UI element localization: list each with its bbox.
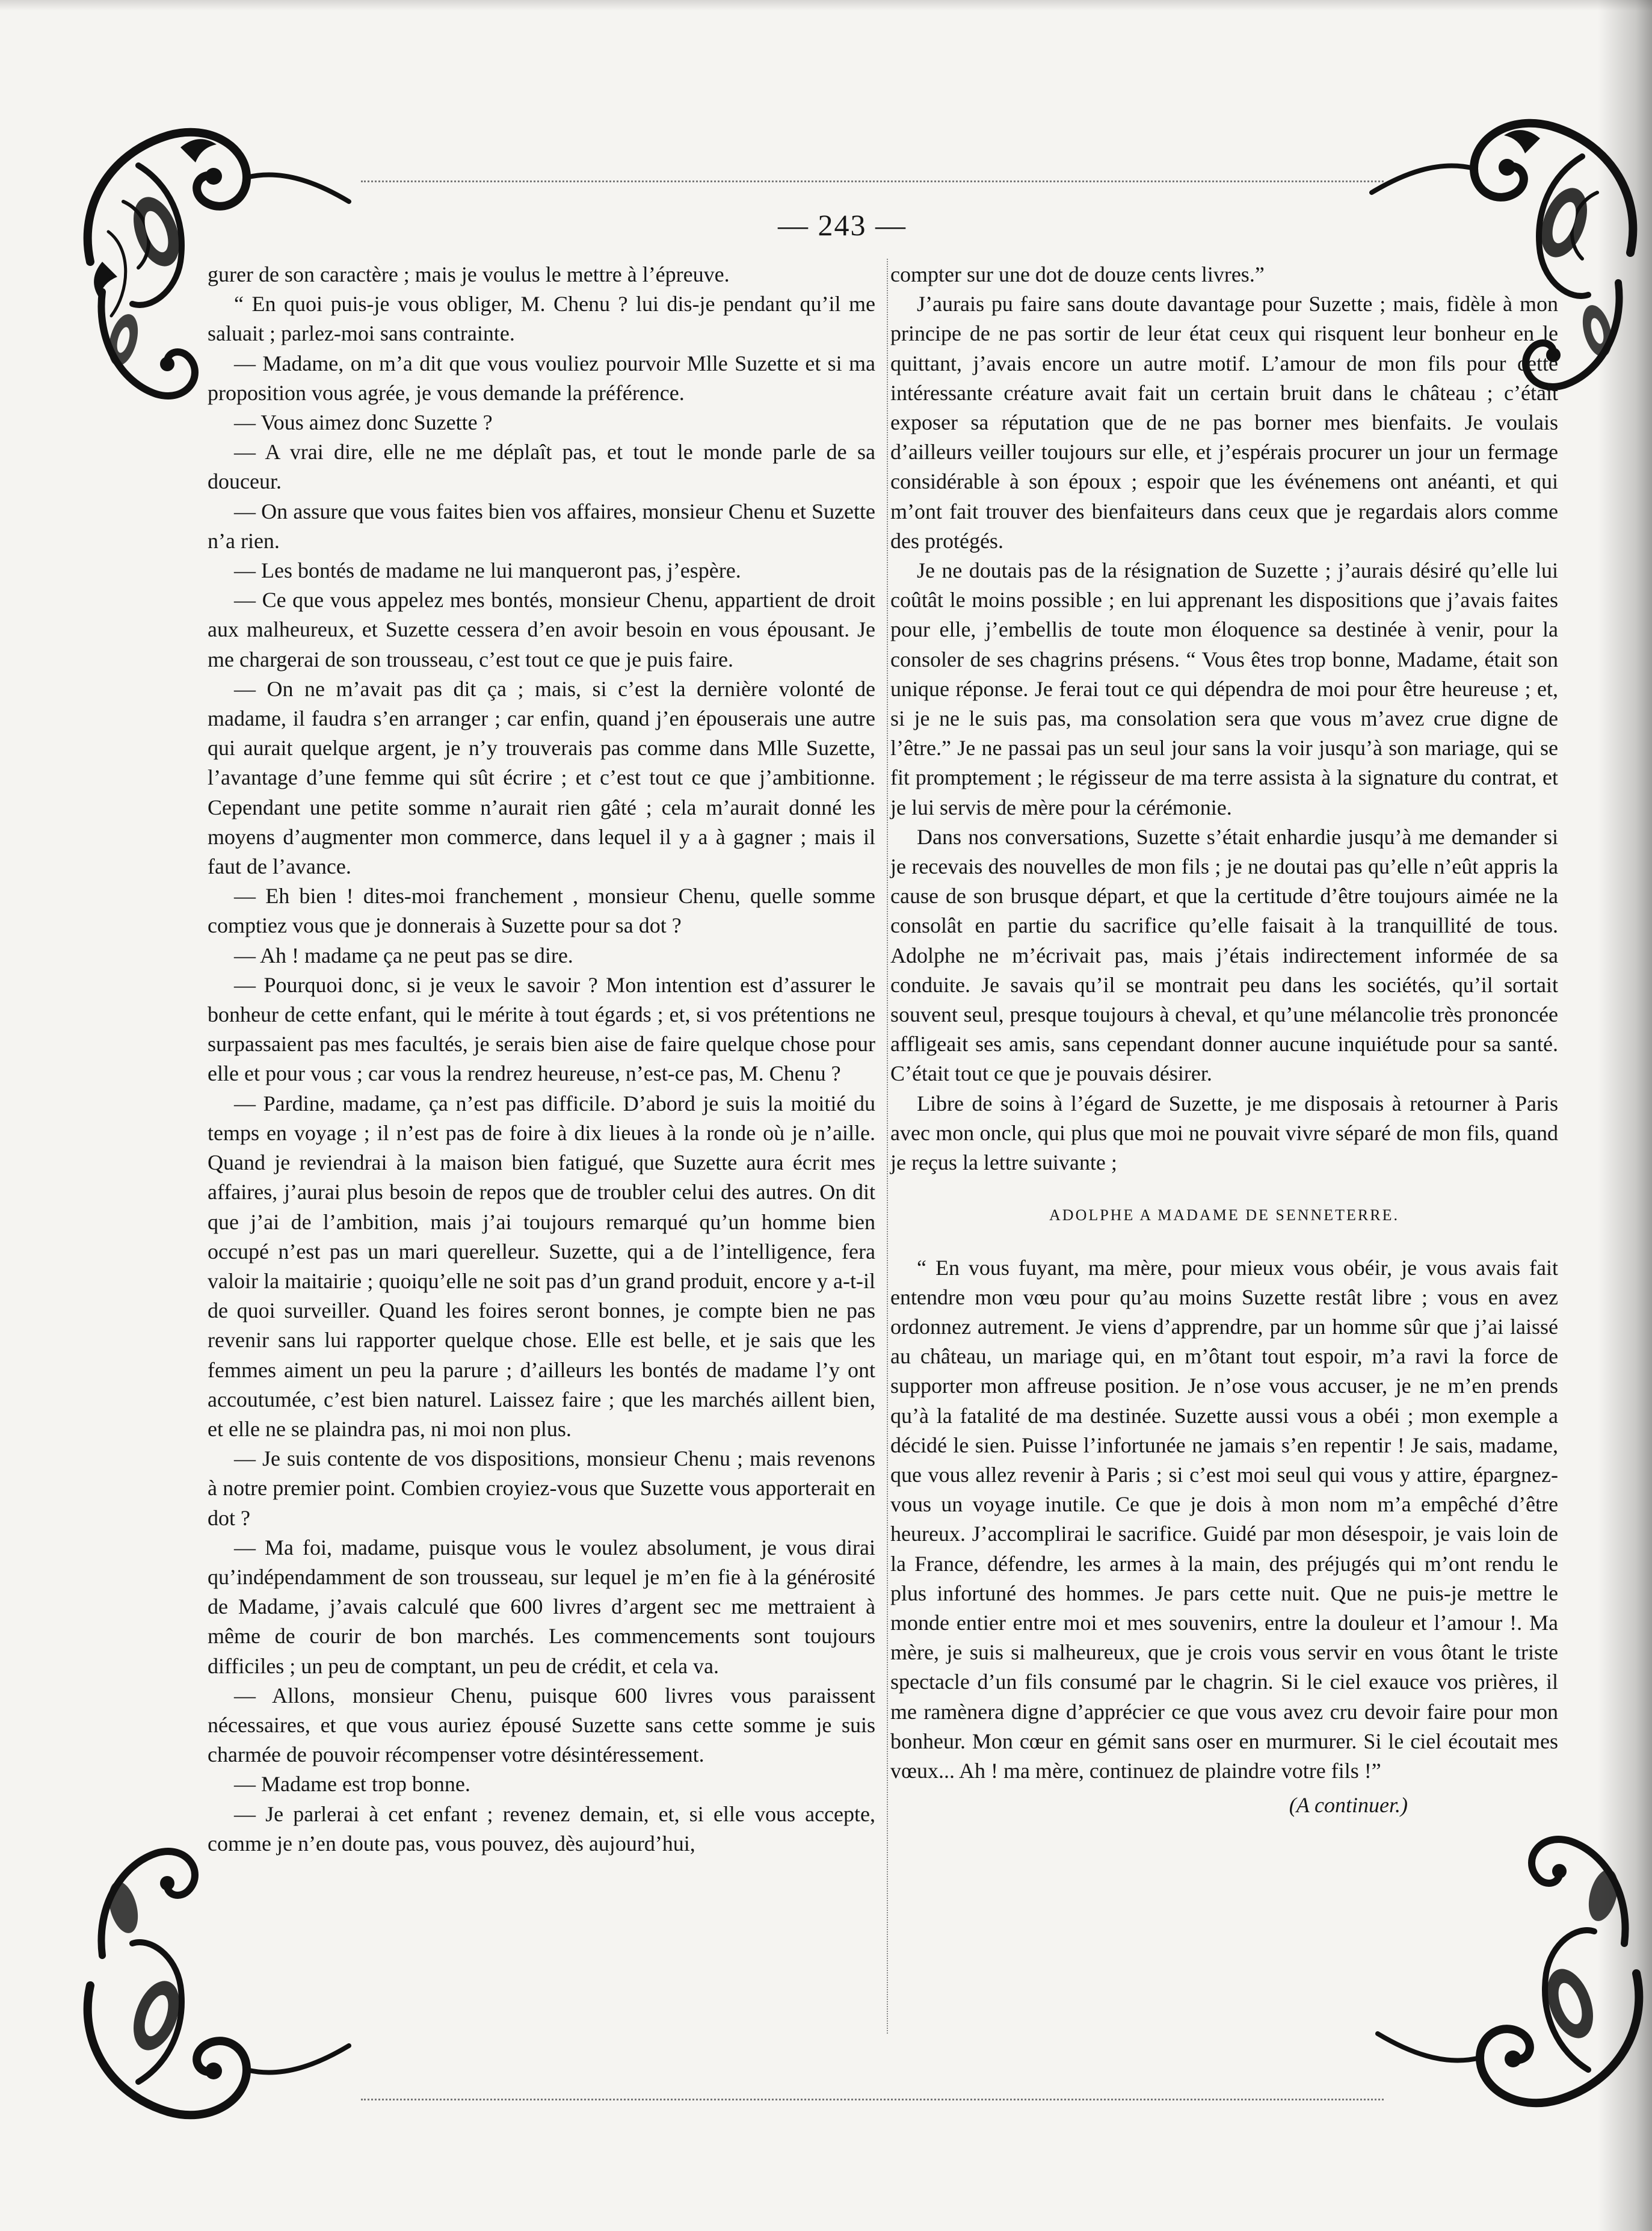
paragraph: — A vrai dire, elle ne me déplaît pas, et tout le monde parle de sa douceur. xyxy=(208,440,875,494)
to-be-continued: (A continuer.) xyxy=(1289,1793,1408,1818)
paragraph: — Ah ! madame ça ne peut pas se dire. xyxy=(234,943,573,967)
paragraph: compter sur une dot de douze cents livres.” xyxy=(890,262,1265,286)
paragraph: — Les bontés de madame ne lui manqueront pas, j’espère. xyxy=(234,558,741,583)
paragraph: — Ce que vous appelez mes bontés, monsieur Chenu, appartient de droit aux malheureux, et Suzette cessera d’en avoir besoin en vous épousant. Je me chargerai de son trousseau, c’est tout ce que je puis faire. xyxy=(208,588,875,671)
paragraph: — Allons, monsieur Chenu, puisque 600 livres vous paraissent nécessaires, et que vous auriez épousé Suzette sans cette somme je suis charmée de pouvoir récompenser votre désintéressement. xyxy=(208,1683,875,1767)
paragraph: — Madame, on m’a dit que vous vouliez pourvoir Mlle Suzette et si ma proposition vous agrée, je vous demande la préférence. xyxy=(208,351,875,405)
bottom-dotted-rule xyxy=(361,2099,1384,2100)
paragraph: — Madame est trop bonne. xyxy=(234,1772,470,1797)
paragraph: — Pourquoi donc, si je veux le savoir ? Mon intention est d’assurer le bonheur de cette enfant, qui le mérite à tout égards ; et, si vos prétentions ne surpassaient pas mes facultés, je serais bien aise de faire quelque chose pour elle et pour vous ; car vous la rendrez heureuse, n’est-ce pas, M. Chenu ? xyxy=(208,972,875,1086)
scroll-ornament-icon xyxy=(1348,1811,1652,2124)
top-dotted-rule xyxy=(361,181,1384,182)
paragraph: “ En quoi puis-je vous obliger, M. Chenu ? lui dis-je pendant qu’il me saluait ; parlez-moi sans contrainte. xyxy=(208,292,875,346)
paragraph: Je ne doutais pas de la résignation de Suzette ; j’aurais désiré qu’elle lui coûtât le moins possible ; en lui apprenant les dispositions que j’avais faites pour elle, j’embellis de toute mon éloquence sa destinée à venir, pour la consoler de ses chagrins présens. “ Vous êtes trop bonne, Madame, était son unique réponse. Je ferai tout ce qui dépendra de moi pour être heureuse ; et, si je ne le suis pas, ma consolation sera que vous m’avez crue digne de l’être.” Je ne passai pas un seul jour sans la voir jusqu’à son mariage, qui se fit promptement ; le régisseur de ma terre assista à la signature du contrat, et je lui servis de mère pour la cérémonie. xyxy=(890,558,1558,819)
letter-paragraph: “ En vous fuyant, ma mère, pour mieux vous obéir, je vous avais fait entendre mon vœu pour qu’au moins Suzette restât libre ; vous en avez ordonnez autrement. Je viens d’apprendre, par un homme sûr que j’ai laissé au château, un mariage qui, en m’ôtant tout espoir, m’a ravi la force de supporter mon affreuse position. Je n’ose vous accuser, je ne m’en prends qu’à la fatalité de ma destinée. Suzette aussi vous a obéi ; mon exemple a décidé le sien. Puisse l’infortunée ne jamais s’en repentir ! Je sais, madame, que vous allez revenir à Paris ; si c’est moi seul qui vous y attire, épargnez-vous un voyage inutile. Ce que je dois à mon nom m’a empêché d’être heureux. J’accomplirai le sacrifice. Guidé par mon désespoir, je vais loin de la France, défendre, les armes à la main, des préjugés qui m’ont rendu le plus infortuné des hommes. Je pars cette nuit. Que ne puis-je mettre le monde entier entre moi et mes souvenirs, entre la douleur et l’amour !. Ma mère, je suis si malheureux, que je crois vous servir en vous ôtant le triste spectacle d’un fils consumé par le chagrin. Si le ciel exauce vos prières, il me ramènera digne d’apprécier ce que vous avez cru devoir faire pour mon bonheur. Mon cœur en gémit sans oser en murmurer. Si le ciel écoutait mes vœux... Ah ! ma mère, continuez de plaindre votre fils !” xyxy=(890,1255,1558,1783)
left-text-column xyxy=(208,260,875,1859)
page-edge-shadow-top xyxy=(0,0,1652,11)
paragraph: — Ma foi, madame, puisque vous le voulez absolument, je vous dirai qu’indépendamment de son trousseau, sur lequel je m’en fie à la générosité de Madame, j’avais calculé que 600 livres d’argent sec me mettraient à même de courir de bon marchés. Les commencements sont toujours difficiles ; un peu de comptant, un peu de crédit, et cela va. xyxy=(208,1535,875,1678)
paragraph: J’aurais pu faire sans doute davantage pour Suzette ; mais, fidèle à mon principe de ne pas sortir de leur état ceux qui risquent leur bonheur en le quittant, j’avais encore un autre motif. L’amour de mon fils pour cette intéressante créature avait fait un certain bruit dans le château ; c’était exposer sa réputation que de ne pas borner mes bienfaits. Je voulais d’ailleurs veiller toujours sur elle, et j’espérais procurer un jour un fermage considérable à son époux ; espoir que les événemens ont anéanti, et qui m’ont fait trouver des bienfaiteurs dans ceux que je regardais alors comme des protégés. xyxy=(890,292,1558,553)
column-divider xyxy=(887,259,888,2034)
paragraph: Dans nos conversations, Suzette s’était enhardie jusqu’à me demander si je recevais des nouvelles de mon fils ; je ne doutai pas qu’elle n’eût appris la cause de son brusque départ, et que la certitude d’être toujours aimée ne la consolât en partie du sacrifice qu’elle faisait à la tranquillité de tous. Adolphe ne m’écrivait pas, mais j’étais indirectement informée de sa conduite. Je savais qu’il se montrait peu dans les sociétés, qu’il sortait souvent seul, presque toujours à cheval, et qu’une mélancolie très prononcée affligeait ses amis, sans cependant donner aucune inquiétude pour sa santé. C’était tout ce que je pouvais désirer. xyxy=(890,824,1558,1086)
paragraph: — On assure que vous faites bien vos affaires, monsieur Chenu et Suzette n’a rien. xyxy=(208,499,875,553)
paragraph: — Je parlerai à cet enfant ; revenez demain, et, si elle vous accepte, comme je n’en doute pas, vous pouvez, dès aujourd’hui, xyxy=(208,1801,875,1856)
page-number: — 243 — xyxy=(778,208,907,242)
letter-heading: ADOLPHE A MADAME DE SENNETERRE. xyxy=(1049,1206,1399,1224)
paragraph: — Eh bien ! dites-moi franchement , monsieur Chenu, quelle somme comptiez vous que je donnerais à Suzette pour sa dot ? xyxy=(208,884,875,938)
corner-ornament-bottom-right xyxy=(1348,1811,1652,2124)
paragraph: — Je suis contente de vos dispositions, monsieur Chenu ; mais revenons à notre premier point. Combien croyiez-vous que Suzette vous apporterait en dot ? xyxy=(208,1446,875,1530)
paragraph: gurer de son caractère ; mais je voulus le mettre à l’épreuve. xyxy=(208,262,730,286)
paragraph: — Pardine, madame, ça n’est pas difficile. D’abord je suis la moitié du temps en voyage ; il n’est pas de foire à dix lieues à la ronde où je n’aille. Quand je reviendrai à la maison bien fatigué, que Suzette aura écrit mes affaires, j’aurai plus besoin de repos que de troubler celui des autres. On dit que j’ai de l’ambition, mais j’ai toujours remarqué qu’un homme bien occupé n’est pas un mari querelleur. Suzette, qui a de l’intelligence, fera valoir la maitairie ; quoiqu’elle ne soit pas d’un grand produit, encore y a-t-il de quoi surveiller. Quand les foires seront bonnes, je compte bien ne pas revenir sans lui rapporter quelque chose. Elle est belle, et je sais que les femmes aiment un peu la parure ; d’ailleurs les bontés de madame l’y ont accoutumée, c’est bien naturel. Laissez faire ; que les marchés aillent bien, et elle ne se plaindra pas, ni moi non plus. xyxy=(208,1091,875,1441)
corner-ornament-bottom-left xyxy=(66,1823,379,2136)
paragraph: — On ne m’avait pas dit ça ; mais, si c’est la dernière volonté de madame, il faudra s’en arranger ; car enfin, quand j’en épouserais une autre qui aurait quelque argent, je n’y trouverais pas comme dans Mlle Suzette, l’avantage d’une femme qui sût écrire ; et c’est tout ce que j’ambitionne. Cependant une petite somme n’aurait rien gâté ; cela m’aurait donné les moyens d’augmenter mon commerce, dans lequel il y a à gagner ; mais il faut de l’avance. xyxy=(208,676,875,879)
right-text-column xyxy=(890,260,1558,1820)
scroll-ornament-icon xyxy=(66,1823,379,2136)
paragraph: Libre de soins à l’égard de Suzette, je me disposais à retourner à Paris avec mon oncle, qui plus que moi ne pouvait vivre séparé de mon fils, quand je reçus la lettre suivante ; xyxy=(890,1091,1558,1175)
paragraph: — Vous aimez donc Suzette ? xyxy=(234,410,493,435)
